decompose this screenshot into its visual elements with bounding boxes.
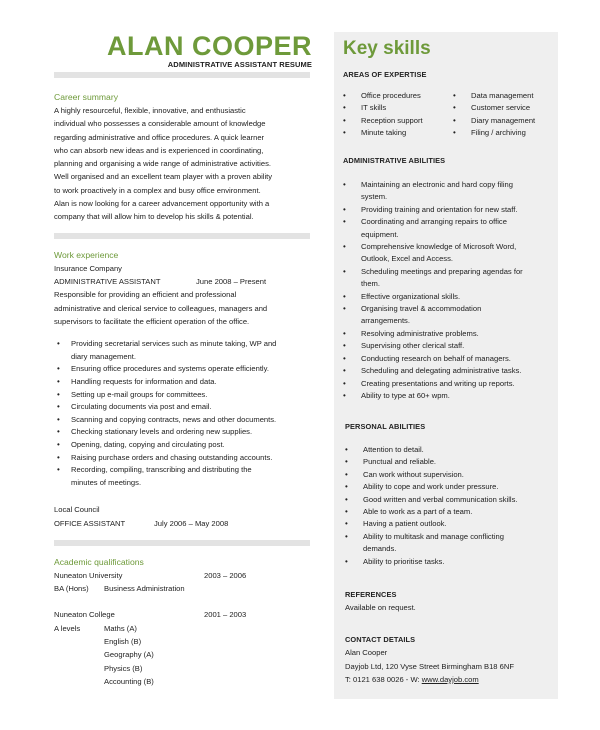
list-item: • Conducting research on behalf of managers.: [342, 353, 554, 365]
list-item: • Reception support: [342, 115, 452, 127]
list-item: • Ability to multitask and manage conflicting demands.: [344, 531, 554, 556]
job2-title-row: [54, 517, 312, 530]
list-item: • Filing / archiving: [452, 127, 556, 139]
subject-item: Geography (A): [104, 650, 154, 660]
list-item: • Creating presentations and writing up reports.: [342, 378, 554, 390]
references-heading: REFERENCES: [345, 590, 397, 599]
expertise-list-col2: [452, 90, 556, 140]
school2-name: Nuneaton College: [54, 610, 115, 620]
list-item: • Having a patient outlook.: [344, 518, 554, 530]
list-item: • Able to work as a part of a team.: [344, 506, 554, 518]
list-item: • Ability to prioritise tasks.: [344, 556, 554, 568]
list-item: • Providing secretarial services such as minute taking, WP and diary management.: [54, 338, 312, 363]
list-item: • Diary management: [452, 115, 556, 127]
list-item: • Effective organizational skills.: [342, 291, 554, 303]
list-item: • Good written and verbal communication skills.: [344, 494, 554, 506]
list-item: • Minute taking: [342, 127, 452, 139]
list-item: • Organising travel & accommodation arrangements.: [342, 303, 554, 328]
list-item: • Can work without supervision.: [344, 469, 554, 481]
left-column: [54, 32, 312, 688]
list-item: • Supervising other clerical staff.: [342, 340, 554, 352]
list-item: • Raising purchase orders and chasing outstanding accounts.: [54, 452, 312, 465]
school1-row: [54, 569, 312, 582]
school2-dates: 2001 – 2003: [204, 610, 247, 620]
job2-title: OFFICE ASSISTANT: [54, 518, 126, 528]
list-item: • Comprehensive knowledge of Microsoft Word, Outlook, Excel and Access.: [342, 241, 554, 266]
admin-abilities-list: [342, 179, 554, 402]
subject-item: English (B): [104, 637, 142, 647]
list-item: • Setting up e-mail groups for committees.: [54, 389, 312, 402]
contact-details: [345, 646, 557, 687]
degree-code: BA (Hons): [54, 584, 89, 594]
list-item: • Ability to cope and work under pressure.: [344, 481, 554, 493]
contact-phone: T: 0121 638 0026 - W:: [345, 675, 422, 684]
personal-abilities-list: [344, 444, 554, 568]
job1-dates: June 2008 – Present: [196, 276, 267, 286]
degree-row: [54, 582, 312, 595]
list-item: • Data management: [452, 90, 556, 102]
list-item: • Resolving administrative problems.: [342, 328, 554, 340]
resume-subtitle: ADMINISTRATIVE ASSISTANT RESUME: [167, 60, 312, 69]
list-item: • Ability to type at 60+ wpm.: [342, 390, 554, 402]
alevels-row: [54, 622, 312, 635]
website-link[interactable]: www.dayjob.com: [421, 675, 479, 684]
academic-heading: Academic qualifications: [54, 556, 144, 567]
alevels-label: A levels: [54, 623, 81, 633]
school1-name: Nuneaton University: [54, 570, 123, 580]
list-item: • Scheduling and delegating administrative tasks.: [342, 365, 554, 377]
list-item: • Recording, compiling, transcribing and distributing the minutes of meetings.: [54, 464, 312, 489]
job1-title: ADMINISTRATIVE ASSISTANT: [54, 276, 161, 286]
list-item: • Ensuring office procedures and systems operate efficiently.: [54, 363, 312, 376]
list-item: • Checking stationary levels and ordering new supplies.: [54, 426, 312, 439]
school1-dates: 2003 – 2006: [204, 570, 247, 580]
subject-item: Accounting (B): [104, 676, 154, 686]
contact-name: Alan Cooper: [345, 648, 388, 657]
school2-row: [54, 608, 312, 621]
job2-company: Local Council: [54, 505, 100, 515]
career-summary-heading: Career summary: [54, 92, 118, 102]
job1-duties-list: [54, 338, 312, 489]
contact-address: Dayjob Ltd, 120 Vyse Street Birmingham B18 6NF: [345, 661, 514, 671]
list-item: • Attention to detail.: [344, 444, 554, 456]
expertise-heading: AREAS OF EXPERTISE: [343, 70, 427, 79]
list-item: • Opening, dating, copying and circulating post.: [54, 439, 312, 452]
list-item: • Handling requests for information and data.: [54, 376, 312, 389]
list-item: • IT skills: [342, 102, 452, 114]
expertise-list-col1: [342, 90, 452, 140]
list-item: • Punctual and reliable.: [344, 456, 554, 468]
personal-abilities-heading: PERSONAL ABILITIES: [345, 422, 426, 431]
work-experience-heading: Work experience: [54, 249, 119, 260]
list-item: • Office procedures: [342, 90, 452, 102]
references-text: Available on request.: [345, 603, 416, 612]
list-item: • Providing training and orientation for new staff.: [342, 204, 554, 216]
list-item: • Coordinating and arranging repairs to office equipment.: [342, 216, 554, 241]
job1-description: Responsible for providing an efficient and professional administrative and clerical service to colleagues, managers and supervisors to facilitate the efficient operation of the office.: [54, 290, 268, 326]
subject-item: Physics (B): [104, 663, 143, 673]
job1-title-row: [54, 275, 312, 288]
list-item: • Scheduling meetings and preparing agendas for them.: [342, 266, 554, 291]
key-skills-panel: [334, 32, 558, 699]
contact-phone-web: [345, 673, 557, 687]
job2-dates: July 2006 – May 2008: [154, 518, 229, 528]
degree-name: Business Administration: [104, 584, 185, 594]
admin-abilities-heading: ADMINISTRATIVE ABILITIES: [343, 156, 446, 165]
career-summary-text: A highly resourceful, flexible, innovative, and enthusiastic individual who possesses a considerable amount of knowledge regarding administrative and office procedures. A quick learner who can absorb new ideas and is experienced in coordinating, planning and organising a wide range of administrative activities. Well organised and an excellent team player with a proven ability to work proactively in a complex and busy office environment. Alan is now looking for a career advancement opportunity with a company that will allow him to develop his skills & potential.: [54, 106, 273, 222]
candidate-name: ALAN COOPER: [106, 31, 312, 61]
list-item: • Customer service: [452, 102, 556, 114]
list-item: • Circulating documents via post and email.: [54, 401, 312, 414]
subject-item: Maths (A): [104, 623, 137, 633]
list-item: • Maintaining an electronic and hard copy filing system.: [342, 179, 554, 204]
job1-company: Insurance Company: [54, 263, 122, 273]
list-item: • Scanning and copying contracts, news and other documents.: [54, 414, 312, 427]
contact-heading: CONTACT DETAILS: [345, 635, 416, 644]
key-skills-title: Key skills: [343, 38, 431, 59]
